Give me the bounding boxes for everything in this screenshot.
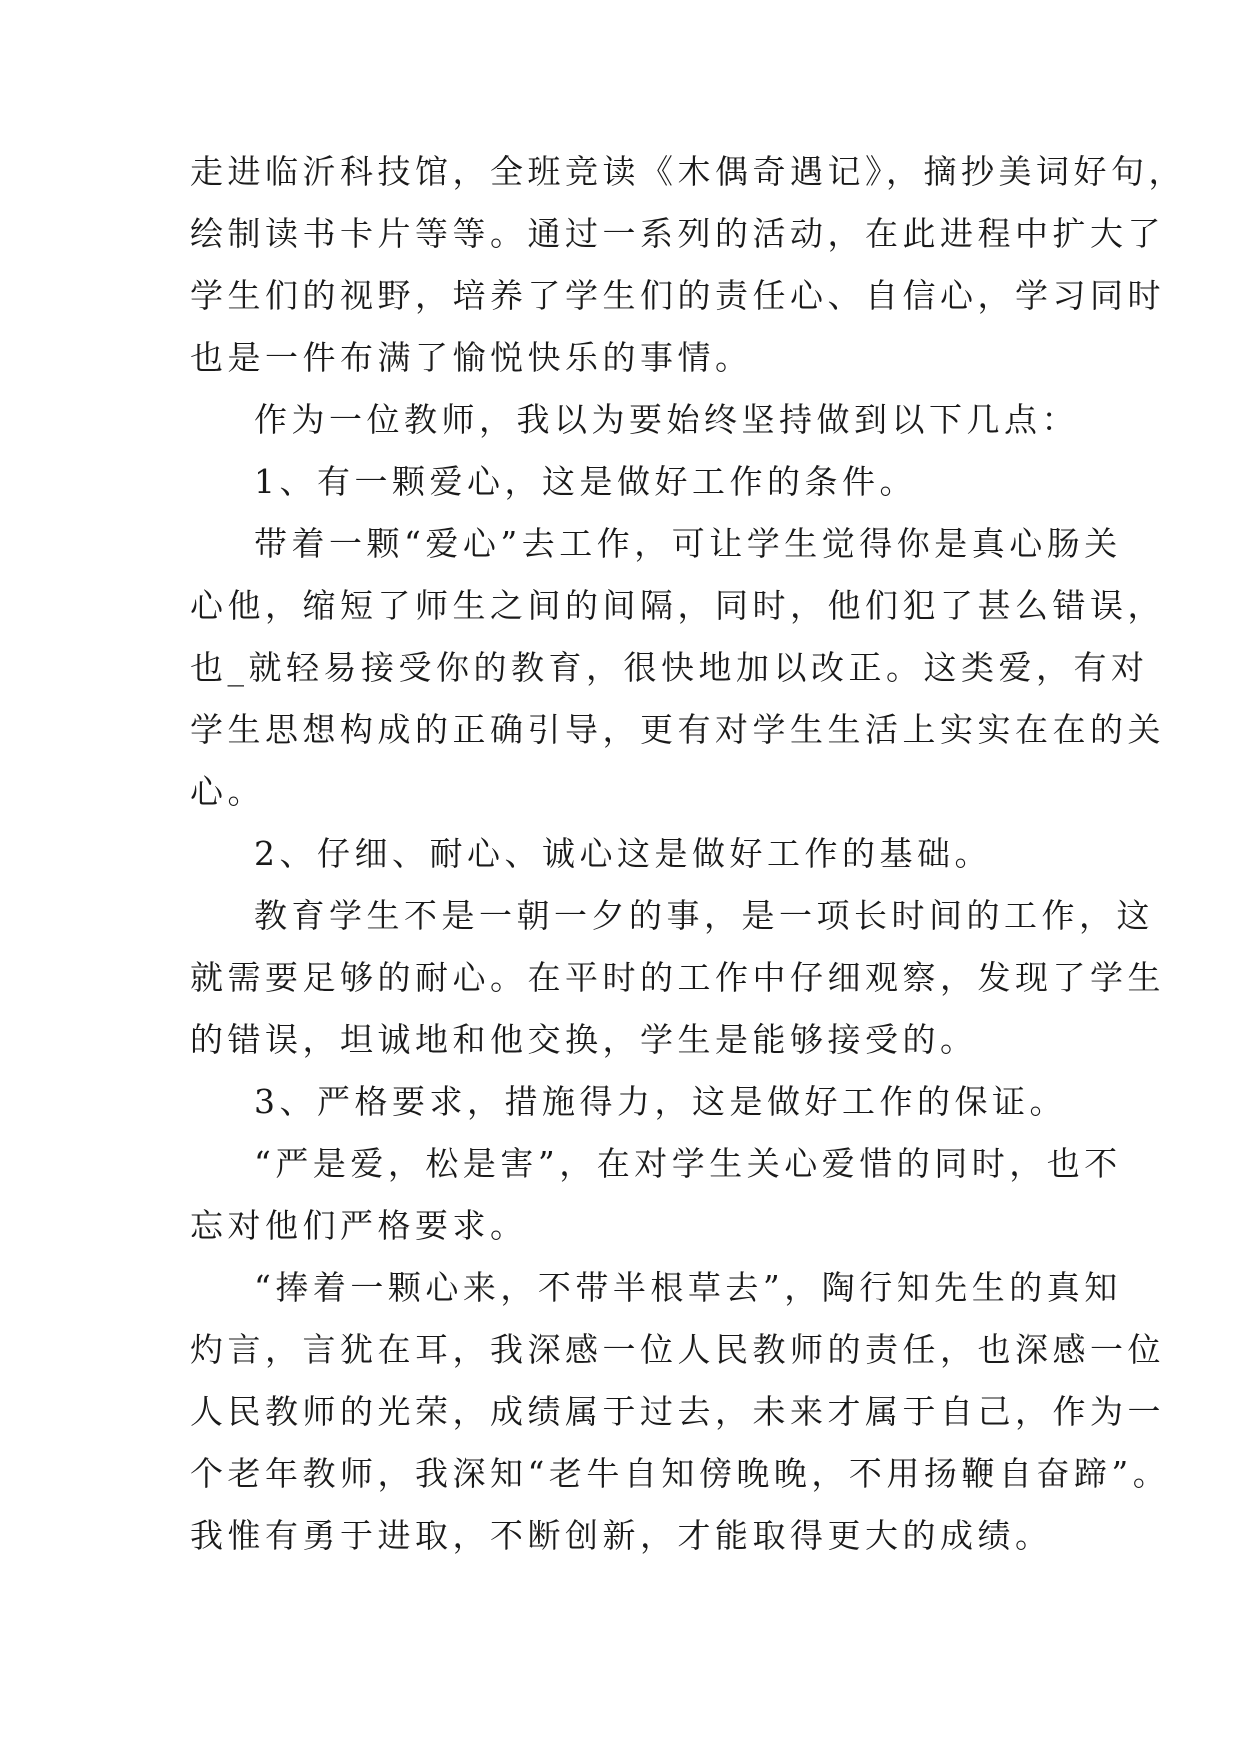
text-line: 灼言，言犹在耳，我深感一位人民教师的责任，也深感一位 [190,1330,1165,1369]
text-line: 1、有一颗爱心，这是做好工作的条件。 [254,462,917,501]
text-line: “严是爱，松是害”，在对学生关心爱惜的同时，也不 [254,1144,1122,1183]
text-line: 2、仔细、耐心、诚心这是做好工作的基础。 [254,834,992,873]
text-line: 走进临沂科技馆，全班竞读《木偶奇遇记》，摘抄美词好句， [190,152,1186,191]
text-line: “捧着一颗心来，不带半根草去”，陶行知先生的真知 [254,1268,1122,1307]
text-line: 心。 [190,772,265,811]
text-line: 也是一件布满了愉悦快乐的事情。 [190,338,753,377]
text-line: 学生们的视野，培养了学生们的责任心、自信心，学习同时 [190,276,1165,315]
text-line: 绘制读书卡片等等。通过一系列的活动，在此进程中扩大了 [190,214,1165,253]
text-line: 学生思想构成的正确引导，更有对学生生活上实实在在的关 [190,710,1165,749]
text-line: 个老年教师，我深知“老牛自知傍晚晚，不用扬鞭自奋蹄”。 [190,1454,1171,1493]
text-line: 也_就轻易接受你的教育，很快地加以改正。这类爱，有对 [190,648,1149,687]
text-line: 3、严格要求，措施得力，这是做好工作的保证。 [254,1082,1067,1121]
text-line: 人民教师的光荣，成绩属于过去，未来才属于自己，作为一 [190,1392,1165,1431]
text-line: 忘对他们严格要求。 [190,1206,528,1245]
text-line: 我惟有勇于进取，不断创新，才能取得更大的成绩。 [190,1516,1053,1555]
text-line: 带着一颗“爱心”去工作，可让学生觉得你是真心肠关 [254,524,1122,563]
text-line: 教育学生不是一朝一夕的事，是一项长时间的工作，这 [254,896,1154,935]
text-line: 作为一位教师，我以为要始终坚持做到以下几点： [254,400,1079,439]
text-line: 就需要足够的耐心。在平时的工作中仔细观察，发现了学生 [190,958,1165,997]
text-line: 的错误，坦诚地和他交换，学生是能够接受的。 [190,1020,978,1059]
text-line: 心他，缩短了师生之间的间隔，同时，他们犯了甚么错误， [190,586,1165,625]
